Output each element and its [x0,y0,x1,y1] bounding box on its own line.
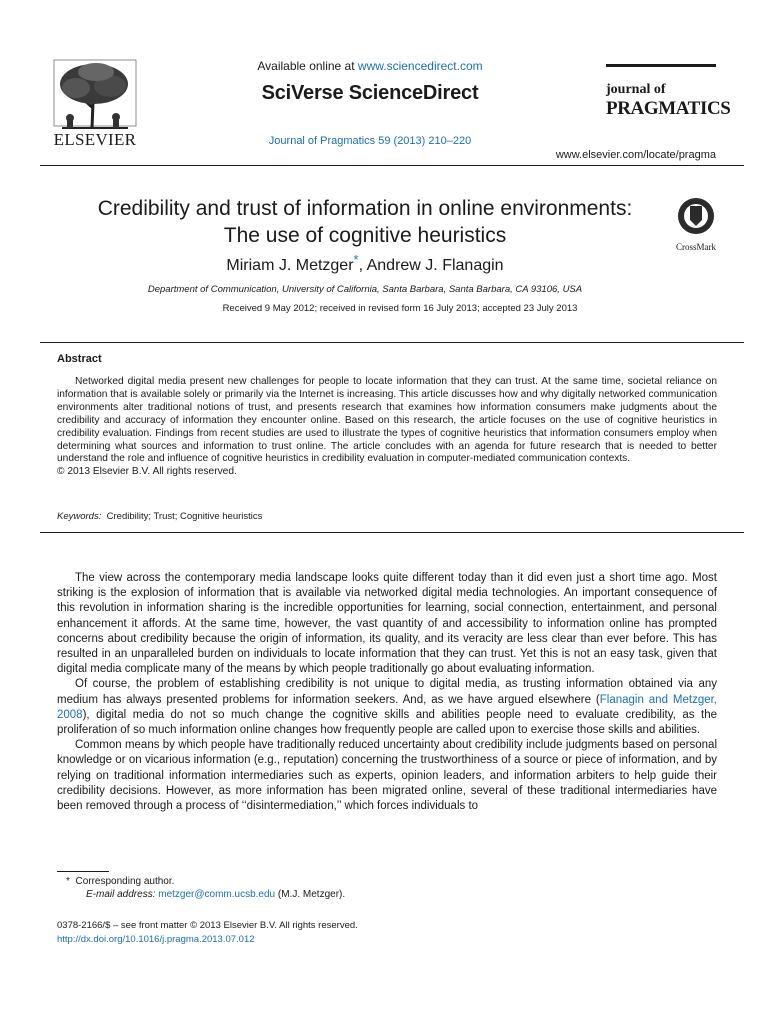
crossmark-badge[interactable] [674,196,718,252]
body-text [57,571,717,814]
footnote-rule [57,871,109,872]
abstract-text: Networked digital media present new challenges for people to locate information that they can trust. At the same time, societal reliance on information that is available solely or primarily via the Internet is increasing. This article discusses how and why digitally networked communication environments alter traditional notions of trust, and presents research that examines how information consumers make judgments about the credibility and accuracy of information they encounter online. Based on this research, the article focuses on the use of cognitive heuristics in credibility evaluation. Findings from recent studies are used to illustrate the types of cognitive heuristics that information consumers employ when determining what sources and information to trust online. The article concludes with an agenda for future research that is needed to better understand the role and influence of cognitive heuristics in credibility evaluation in computer-mediated communication contexts. [57,376,717,465]
sciencedirect-link[interactable]: www.sciencedirect.com [357,59,483,73]
author-separator: , [358,257,367,274]
keywords-list: Credibility; Trust; Cognitive heuristics [106,511,263,522]
platform-title: SciVerse ScienceDirect [261,82,479,104]
header-divider [40,165,744,166]
journal-citation-link[interactable]: Journal of Pragmatics 59 (2013) 210–220 [268,135,472,147]
email-owner: (M.J. Metzger). [277,889,346,900]
abstract-body [57,376,717,479]
abstract-copyright: © 2013 Elsevier B.V. All rights reserved. [57,466,237,478]
author-1: Miriam J. Metzger [226,257,354,274]
body-paragraph-1: The view across the contemporary media landscape looks quite different today than it did even just a short time ago. Most striking is the explosion of information that is available via networked digital media technologies. An important consequence of this revolution in information sharing is the incredible opportunities for learning, social connection, entertainment, and personal enhancement it affords. At the same time, however, the vast quantity of and accessibility to information online has prompted concerns about credibility because the origin of information, its quality, and its veracity are less clear than ever before. This has resulted in an unparalleled burden on individuals to locate information that they can trust. Yet this is not an easy task, given that digital media complicate many of the means by which people traditionally go about evaluating information. [57,572,717,676]
footnote-email [86,889,345,900]
abstract-top-rule [40,342,744,343]
doi-link[interactable]: http://dx.doi.org/10.1016/j.pragma.2013.07.012 [57,934,255,945]
article-title [40,195,690,249]
body-paragraph-3: Common means by which people have traditionally reduced uncertainty about credibility include judgments based on personal knowledge or on vicarious information (e.g., reputation) concerning the trustworthiness of a source or piece of information, and by relying on traditional information intermediaries such as experts, opinion leaders, and information arbiters to help guide their credibility decisions. However, as more information has been migrated online, several of these traditional intermediaries have been removed through a process of ‘‘disintermediation,’’ which forces individuals to [57,739,717,813]
body-paragraph-2 [57,677,717,738]
affiliation: Department of Communication, University of California, Santa Barbara, Santa Barbara, CA 93106, USA [147,284,583,295]
title-line-2: The use of cognitive heuristics [223,224,507,247]
available-prefix: Available online at [257,59,358,73]
title-line-1: Credibility and trust of information in online environments: [97,197,633,220]
received-dates: Received 9 May 2012; received in revised form 16 July 2013; accepted 23 July 2013 [222,303,578,314]
issn-line: 0378-2166/$ – see front matter © 2013 Elsevier B.V. All rights reserved. [57,920,358,931]
p2-text-b: ), digital media do not so much change the cognitive skills and abilities people need to evaluate credibility, as the proliferation of so much information online changes how frequently people are called upon to exercise those skills and abilities. [57,708,717,737]
email-link[interactable]: metzger@comm.ucsb.edu [158,889,276,900]
citation-link[interactable]: Flanagin and Metzger, 2008 [57,693,718,721]
p2-text-a: Of course, the problem of establishing credibility is not unique to digital media, as trusting information obtained via any medium has always presented problems for information seekers. And, as we have argued elsewhere ( [57,678,717,706]
journal-logo-line1: journal of [606,82,666,97]
crossmark-icon [676,196,716,236]
abstract-heading: Abstract [57,353,102,365]
journal-url[interactable]: www.elsevier.com/locate/pragma [555,149,716,161]
email-label: E-mail address: [86,889,156,900]
abstract-bottom-rule [40,532,744,533]
keywords-label: Keywords: [57,511,102,522]
footnote-corresponding-text: Corresponding author. [75,876,175,887]
corresponding-author-mark[interactable]: * [353,252,359,267]
author-2: Andrew J. Flanagin [366,257,504,274]
crossmark-label: CrossMark [676,242,716,252]
publisher-name: ELSEVIER [53,130,137,149]
footnote-star: * [66,876,70,887]
journal-logo-bar [606,64,716,67]
author-list [40,252,690,275]
footnote-corresponding [66,876,174,887]
keywords [57,511,262,522]
journal-logo-line2: PRAGMATICS [606,98,731,119]
